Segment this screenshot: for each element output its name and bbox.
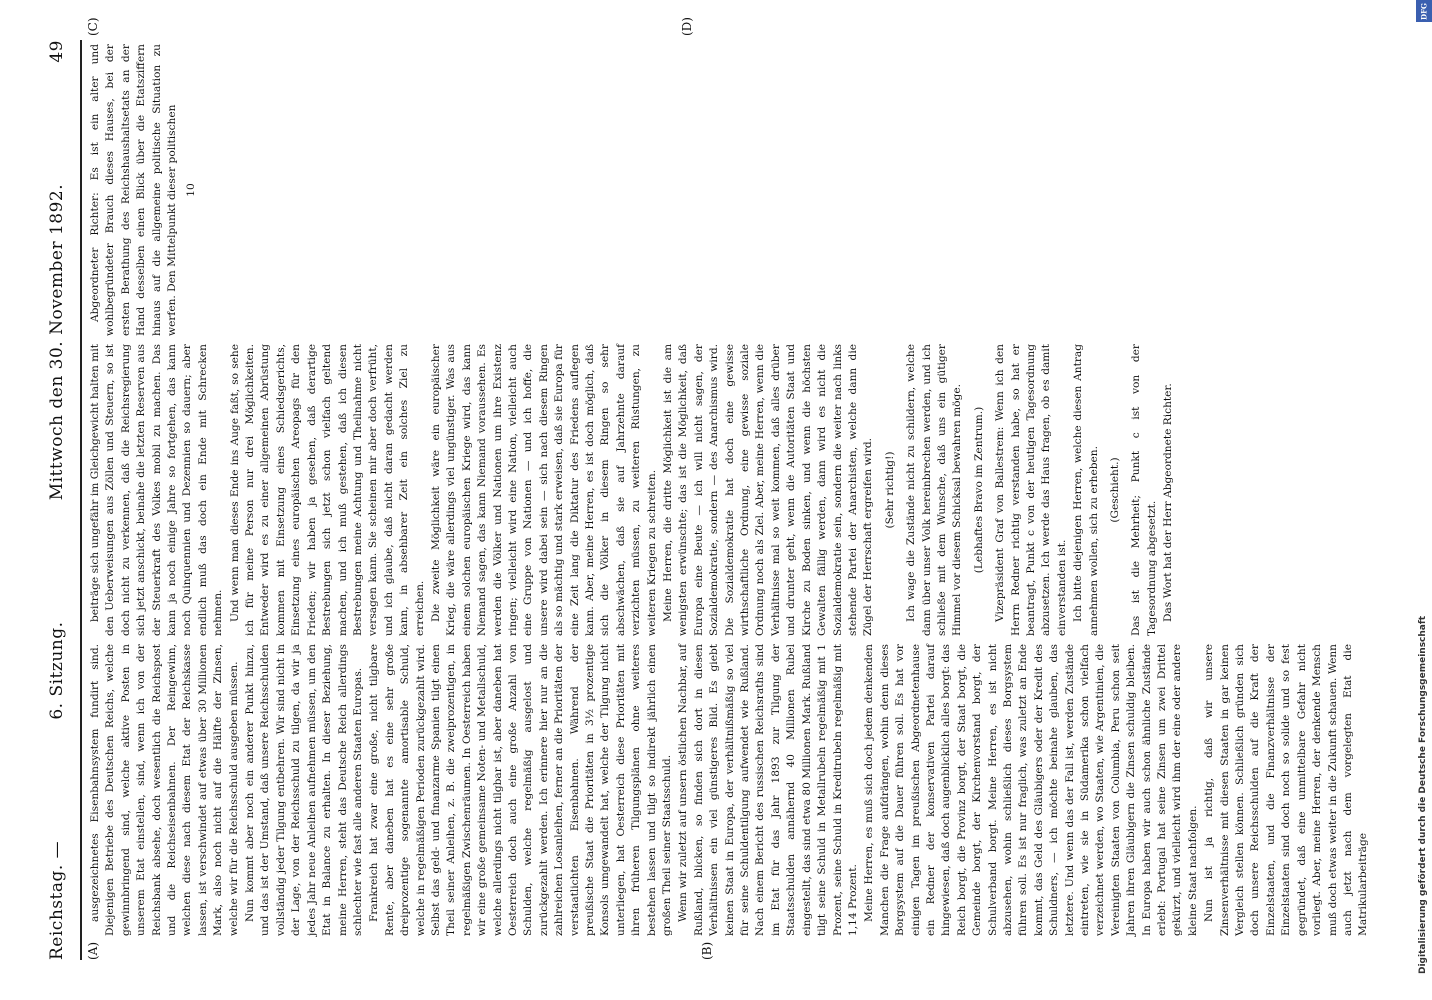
paragraph: Ich bitte diejenigen Herren, welche diesen Antrag annehmen wollen, sich zu erheben. <box>1072 344 1100 636</box>
paragraph: Abgeordneter Richter: Es ist ein alter und wohlbegründeter Brauch dieses Hauses, bei der ersten Berathung des Reichshaushaltsetats an der Hand desselben einen Blick über die Etatsziffern hinaus auf die allgemeine politische Situation zu werfen. Den Mittelpunkt dieser politischen <box>89 44 179 336</box>
header-left: Reichstag. — <box>47 840 67 960</box>
paragraph: Das ist die Mehrheit; Punkt c ist von der Tagesordnung abgesetzt. <box>1130 344 1158 636</box>
digitization-credit <box>1416 0 1430 1000</box>
paragraph: ausgezeichnetes Eisenbahnsystem fundirt sind. Diejenigen Betriebe des Deutschen Reichs, welche gewinnbringend sind, welche aktive Posten in unserem Etat einstellen, sind, wenn ich von der Reichsbank absehe, doch wesentlich die Reichspost und die Reichseisenbahnen. Der Reingewinn, welchen diese nach diesem Etat der Reichskasse lassen, ist verschwindet auf etwas über 30 Millionen Mark, also noch nicht auf die Hälfte der Zinsen, welche wir für die Reichsschuld ausgeben müssen. <box>89 644 240 936</box>
page-header <box>42 40 72 960</box>
paragraph: Vizepräsident Graf von Ballestrem: Wenn ich den Herrn Redner richtig verstanden habe, so hat er beantragt, Punkt c von der heutigen Tagesordnung abzusetzen. Ich werde das Haus fragen, ob es damit einverstanden ist. <box>994 344 1068 636</box>
paragraph: Frankreich hat zwar eine große, nicht tilgbare Rente, aber daneben hat es eine sehr große dreiprozentige sogenannte amortisable Schuld, welche in regelmäßigen Perioden zurückgezahlt wird. Selbst das geld- und finanzarme Spanien tilgt einen Theil seiner Anleihen, z. B. die zweiprozentigen, in regelmäßigen Zwischenräumen. In Oesterreich haben wir eine große gemeinsame Noten- und Metallschuld, welche allerdings nicht tilgbar ist, aber daneben hat Oesterreich doch auch eine große Anzahl von Schulden, welche regelmäßig ausgelost und zurückgezahlt werden. Ich erinnere hier nur an die zahlreichen Losanleihen, ferner an die Prioritäten der verstaatlichten Eisenbahnen. Während der preußische Staat die Prioritäten in 3½ prozentige Konsols umgewandelt hat, welche der Tilgung nicht unterliegen, hat Oesterreich diese Prioritäten mit ihren früheren Tilgungsplänen ohne weiteres bestehen lassen und tilgt so indirekt jährlich einen großen Theil seiner Staatsschuld. <box>368 644 674 936</box>
paragraph: Das Wort hat der Herr Abgeordnete Richter. <box>1162 383 1175 622</box>
paragraph: Die zweite Möglichkeit wäre ein europäischer Krieg, die wäre allerdings viel ungünstiger. Was aus einem solchen europäischen Kriege wird, das kann Niemand sagen, das kann Niemand voraussehen. Es werden die Völker und Nationen um ihre Existenz ringen; vielleicht wird eine Nation, vielleicht auch eine Gruppe von Nationen — und ich hoffe, die unsere wird dabei sein — sich nach diesem Ringen als so mächtig und stark erweisen, daß sie Europa für eine Zeit lang die Diktatur des Friedens auflegen kann. Aber, meine Herren, es ist doch möglich, daß sich die Völker in diesem Ringen so sehr abschwächen, daß sie auf Jahrzehnte darauf verzichten müssen, zu weiteren Rüstungen, zu weiteren Kriegen zu schreiten. <box>429 344 658 636</box>
paragraph: Wenn wir zuletzt auf unsern östlichen Nachbar, auf Rußland, blicken, so finden sich dort in diesen Verhältnissen ein viel günstigeres Bild. Es giebt keinen Staat in Europa, der verhältnißmäßig so viel für seine Schuldentilgung aufwendet wie Rußland. Nach einem Bericht des russischen Reichsraths sind im Etat für das Jahr 1893 zur Tilgung der Staatsschulden annähernd 40 Millionen Rubel eingestellt, das sind etwa 80 Millionen Mark. Rußland tilgt seine Schuld in Metallrubeln regelmäßig mit 1 Prozent, seine Schuld in Kreditrubeln regelmäßig mit 1,14 Prozent. <box>677 644 859 936</box>
paragraph: Nun kommt aber noch ein anderer Punkt hinzu, und das ist der Umstand, daß unsere Reichsschulden vollständig jeder Tilgung entbehren. Wir sind nicht in der Lage, von der Reichsschuld zu tilgen, da wir ja jedes Jahr neue Anleihen aufnehmen müssen, um den Etat in Balance zu erhalten. In dieser Beziehung, meine Herren, steht das Deutsche Reich allerdings schlechter wie fast alle anderen Staaten Europas. <box>244 644 364 936</box>
paragraph: Und wenn man dieses Ende ins Auge faßt, so sehe ich für meine Person nur drei Möglichkeiten. Entweder wird es zu einer allgemeinen Abrüstung kommen mit Einsetzung eines Schiedsgerichts, Einsetzung eines europäischen Areopags für den Frieden; wir haben ja gesehen, daß derartige Bestrebungen sich jetzt schon vielfach geltend machen, und ich muß gestehen, daß ich diesen Bestrebungen meine Achtung und Theilnahme nicht versagen kann. Sie scheinen mir aber doch verfrüht, und ich glaube, daß nicht daran gedacht werden kann, in absehbarer Zeit ein solches Ziel zu erreichen. <box>228 344 426 636</box>
paragraph: Meine Herren, die dritte Möglichkeit ist die am wenigsten erwünschte; das ist die Möglichkeit, daß Europa eine Beute — ich will nicht sagen, der Sozialdemokratie, sondern — des Anarchismus wird. Die Sozialdemokratie hat doch eine gewisse wirthschaftliche Ordnung, eine gewisse soziale Ordnung noch als Ziel. Aber, meine Herren, wenn die Verhältnisse mal so weit kommen, daß alles drüber und drunter geht, wenn die Autoritäten Staat und Kirche zu Boden sinken, und wenn die höchsten Gewalten fällig werden, dann wird es nicht die Sozialdemokratie sein, sondern die weiter nach links stehende Partei der Anarchisten, welche dann die Zügel der Herrschaft ergreifen wird. <box>662 344 875 636</box>
margin-letter-d: (D) <box>680 17 694 36</box>
margin-letter-c: (C) <box>86 17 100 36</box>
interjection: (Geschieht.) <box>1109 457 1121 523</box>
interjection: (Lebhaftes Bravo im Zentrum.) <box>972 406 985 574</box>
paragraph: beiträge sich ungefähr im Gleichgewicht halten mit den Ueberweisungen aus Zöllen und Steuern, so ist doch nicht zu verkennen, daß die Reichsregierung sich jetzt anschickt, beinahe die letzten Reserven aus der Steuerkraft des Volkes mobil zu machen. Das kann ja noch einige Jahre so fortgehen, das kann noch Quinquennien und Dezennien so dauern; aber endlich muß das doch ein Ende mit Schrecken nehmen. <box>89 344 225 636</box>
header-rule <box>80 40 82 960</box>
interjection: (Sehr richtig!) <box>883 451 896 529</box>
margin-letter-a: (A) <box>86 941 100 960</box>
dfg-logo: DFG <box>1416 0 1432 22</box>
text-column-right <box>88 44 1178 336</box>
margin-letter-b: (B) <box>700 941 714 960</box>
text-column-middle <box>88 344 1178 636</box>
credit-text: Digitalisierung gefördert durch die Deutsche Forschungsgemeinschaft <box>1418 615 1428 974</box>
header-date: Mittwoch den 30. November 1892. <box>47 183 67 501</box>
header-session: 6. Sitzung. <box>47 621 67 720</box>
page-end-marker: 10 <box>185 183 198 197</box>
paragraph: Nun ist ja richtig, daß wir unsere Zinsenverhältnisse mit diesen Staaten in gar keinen Vergleich stellen können. Schließlich gründen sich doch unsere Reichsschulden auf die Kraft der Einzelstaaten, und die Finanzverhältnisse der Einzelstaaten sind doch noch so solide und so fest gegründet, daß eine unmittelbare Gefahr nicht vorliegt. Aber, meine Herren, der denkende Mensch muß doch etwas weiter in die Zukunft schauen. Wenn auch jetzt nach dem vorgelegten Etat die Matrikularbeiträge <box>1203 644 1370 936</box>
page-number: 49 <box>47 40 67 63</box>
paragraph: Meine Herren, es muß sich doch jedem denkenden Manchen die Frage aufdrängen, wohin denn dieses Borgsystem auf die Dauer führen soll. Es hat vor einigen Tagen im preußischen Abgeordnetenhause ein Redner der konservativen Partei darauf hingewiesen, daß doch augenblicklich alles borgt: das Reich borgt, die Provinz borgt, der Staat borgt, die Gemeinde borgt, der Kirchenvorstand borgt, der Schulverband borgt. Meine Herren, es ist nicht abzusehen, wohin schließlich dieses Borgsystem führen soll. Es ist nur fraglich, was zuletzt an Ende kommt, das Geld des Gläubigers oder der Kredit des Schuldners, — ich möchte beinahe glauben, das letztere. Und wenn das der Fall ist, werden Zustände eintreten, wie sie in Südamerika schon vielfach verzeichnet werden, wo Staaten, wie Argentinien, die Vereinigten Staaten von Columbia, Peru schon seit Jahren ihren Gläubigern die Zinsen schuldig bleiben. In Europa haben wir auch schon ähnliche Zustände erlebt: Portugal hat seine Zinsen um zwei Drittel gekürzt, und vielleicht wird ihm der eine oder andere kleine Staat nachfolgen. <box>863 644 1199 936</box>
text-column-left <box>88 644 1370 936</box>
paragraph: Ich wage die Zustände nicht zu schildern, welche dann über unser Volk hereinbrechen werden, und ich schließe mit dem Wunsche, daß uns ein gütiger Himmel vor diesem Schicksal bewahren möge. <box>905 344 964 636</box>
